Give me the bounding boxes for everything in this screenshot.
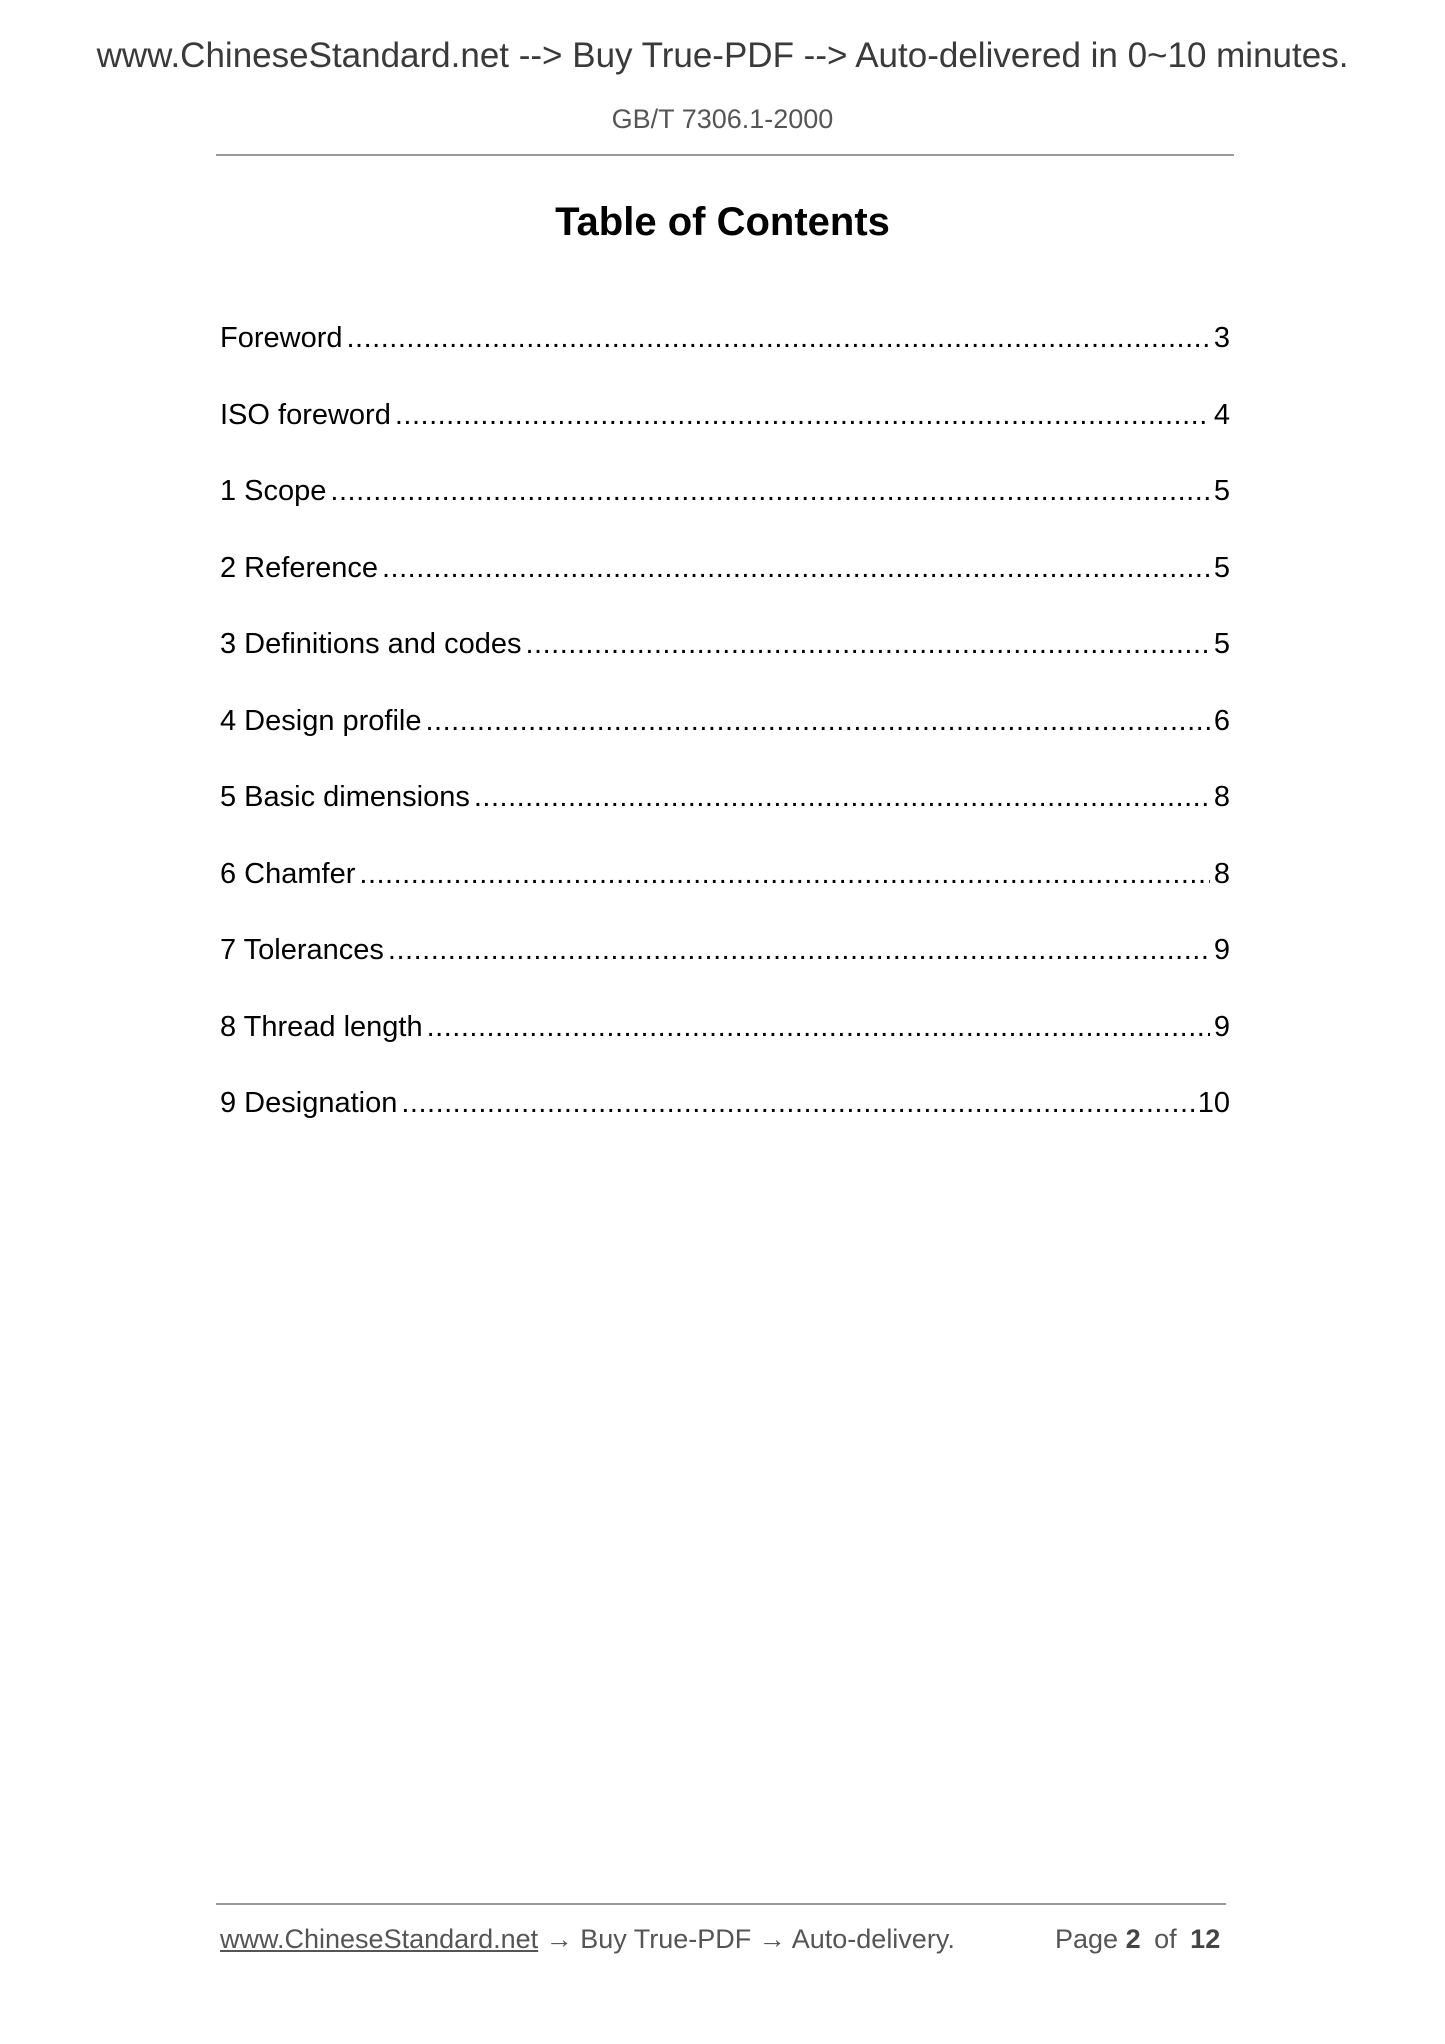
toc-entry-definitions-and-codes[interactable]	[220, 624, 1230, 701]
toc-list	[220, 318, 1230, 1160]
toc-entry-page: 5	[1213, 475, 1230, 507]
toc-entry-label: 5 Basic dimensions	[220, 781, 470, 813]
toc-entry-label: 6 Chamfer	[220, 857, 356, 890]
toc-dot-leader	[427, 1007, 1210, 1047]
toc-title: Table of Contents	[555, 200, 890, 244]
toc-entry-page: 6	[1213, 704, 1230, 737]
header-divider	[216, 154, 1234, 156]
toc-entry-reference[interactable]	[220, 548, 1230, 625]
standard-code: GB/T 7306.1-2000	[611, 104, 834, 134]
toc-entry-page: 5	[1213, 551, 1230, 584]
toc-entry-tolerances[interactable]	[220, 930, 1230, 1007]
toc-dot-leader	[388, 930, 1210, 970]
toc-entry-label: 3 Definitions and codes	[220, 628, 522, 660]
toc-dot-leader	[401, 1083, 1193, 1123]
toc-entry-thread-length[interactable]	[220, 1007, 1230, 1084]
toc-entry-iso-foreword[interactable]	[220, 395, 1230, 472]
toc-entry-page: 9	[1213, 934, 1230, 966]
toc-dot-leader	[426, 701, 1210, 741]
toc-dot-leader	[347, 318, 1210, 358]
footer-promo	[220, 1924, 955, 1955]
footer-site-link[interactable]: www.ChineseStandard.net	[220, 1924, 539, 1954]
toc-dot-leader	[474, 777, 1210, 817]
toc-entry-page: 5	[1213, 628, 1230, 660]
toc-entry-design-profile[interactable]	[220, 701, 1230, 778]
toc-entry-page: 3	[1213, 322, 1230, 354]
toc-entry-page: 10	[1197, 1087, 1230, 1119]
footer-divider	[216, 1903, 1226, 1905]
page-word: Page	[1055, 1924, 1119, 1954]
total-pages-number: 12	[1190, 1924, 1221, 1954]
toc-entry-designation[interactable]	[220, 1083, 1230, 1160]
toc-dot-leader	[330, 471, 1209, 511]
of-word: of	[1154, 1924, 1177, 1954]
toc-entry-label: 2 Reference	[220, 551, 378, 584]
toc-entry-label: 1 Scope	[220, 475, 327, 507]
toc-dot-leader	[359, 854, 1209, 894]
current-page-number: 2	[1125, 1924, 1141, 1954]
toc-dot-leader	[395, 395, 1210, 435]
toc-entry-label: Foreword	[220, 322, 343, 354]
toc-entry-page: 9	[1213, 1010, 1230, 1043]
toc-dot-leader	[382, 548, 1210, 588]
toc-entry-label: 9 Designation	[220, 1087, 398, 1119]
toc-dot-leader	[525, 624, 1209, 664]
toc-entry-scope[interactable]	[220, 471, 1230, 548]
toc-entry-page: 8	[1213, 781, 1230, 813]
toc-entry-page: 4	[1213, 398, 1230, 431]
toc-entry-page: 8	[1213, 857, 1230, 890]
page-indicator	[1055, 1924, 1220, 1955]
toc-entry-label: ISO foreword	[220, 398, 391, 431]
toc-entry-basic-dimensions[interactable]	[220, 777, 1230, 854]
toc-entry-label: 7 Tolerances	[220, 934, 384, 966]
footer-tagline: → Buy True-PDF → Auto-delivery.	[538, 1924, 955, 1954]
toc-entry-label: 4 Design profile	[220, 704, 422, 737]
toc-entry-chamfer[interactable]	[220, 854, 1230, 931]
toc-entry-foreword[interactable]	[220, 318, 1230, 395]
toc-entry-label: 8 Thread length	[220, 1010, 423, 1043]
top-banner: www.ChineseStandard.net --> Buy True-PDF --> Auto-delivered in 0~10 minutes.	[96, 36, 1349, 75]
